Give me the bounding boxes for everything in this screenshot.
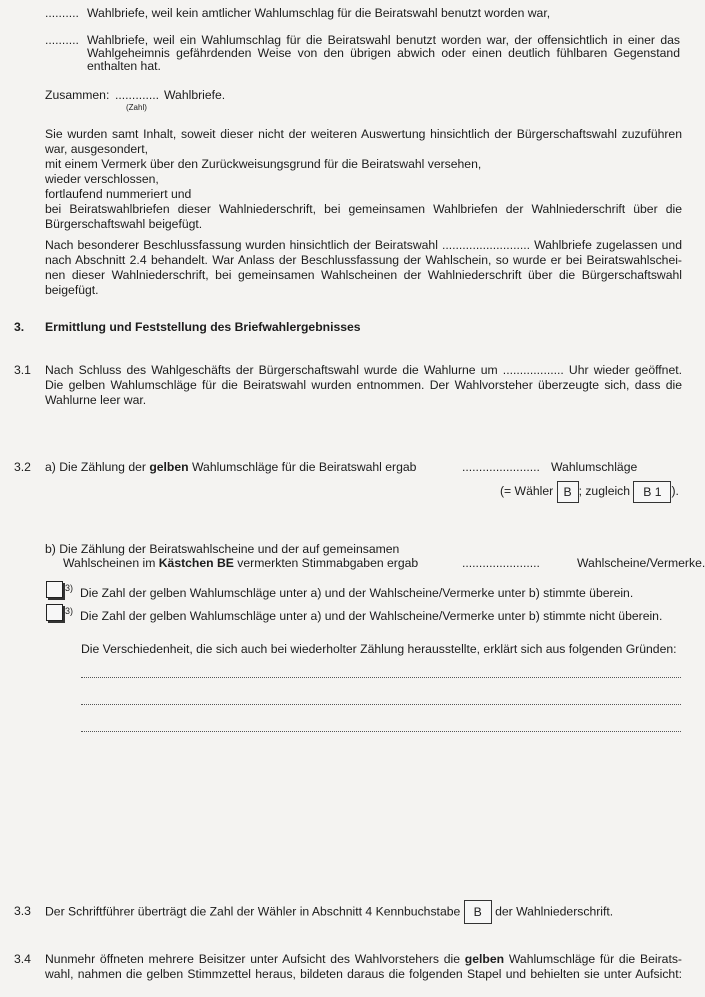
item2-line2: Wahlgeheimnis gefährdenden Weise von den übrigen abwich oder einen deutlich fühlbaren Gegenstand xyxy=(87,46,680,60)
samt-line3: mit einem Vermerk über den Zurückweisungsgrund für die Beiratswahl versehen, xyxy=(45,157,482,171)
s3-2b-unit: Wahlscheine/Vermerke. xyxy=(577,556,705,570)
s3-4-line1-post: Wahlumschläge für die Beirats- xyxy=(504,952,682,966)
s3-4-line2: wahl, nahmen die gelben Stimmzettel heraus, bildeten daraus die folgenden Stapel und behielten sie unter Aufsicht: xyxy=(45,967,682,981)
item2-dots: .......... xyxy=(45,33,79,47)
s3-1-number: 3.1 xyxy=(14,363,31,377)
s3-4-line1-bold: gelben xyxy=(464,952,505,966)
s3-4-paragraph xyxy=(45,952,682,982)
mismatch-checkbox[interactable] xyxy=(46,604,63,621)
s3-3-line xyxy=(45,900,613,924)
zusammen-label: Zusammen: xyxy=(45,88,110,102)
section3-number: 3. xyxy=(14,320,25,334)
difference-reason-text: Die Verschiedenheit, die sich auch bei wiederholter Zählung herausstellte, erklärt sich aus folgenden Gründen: xyxy=(81,642,677,656)
samt-line4: wieder verschlossen, xyxy=(45,172,159,186)
s3-3-post: der Wahlniederschrift. xyxy=(495,904,614,919)
zusammen-unit: Wahlbriefe. xyxy=(164,88,226,102)
samt-line6: bei Beiratswahlbriefen dieser Wahlniederschrift, bei gemeinsamen Wahlbriefen der Wahlniederschrift über die xyxy=(45,202,682,216)
s3-2a-unit: Wahlumschläge xyxy=(551,460,638,474)
item1-dots: .......... xyxy=(45,6,79,20)
s3-2a-dots: ....................... xyxy=(462,460,540,474)
item2-line1: Wahlbriefe, weil ein Wahlumschlag für die Beiratswahl benutzt worden war, der offensichtlich in einer das xyxy=(87,33,680,47)
check1-label: Die Zahl der gelben Wahlumschläge unter a) und der Wahlscheine/Vermerke unter b) stimmte überein. xyxy=(80,586,634,600)
beschluss-line2: nach Abschnitt 2.4 behandelt. War Anlass der Beschlussfassung der Wahlschein, so wurde er bei Beiratswahlschei- xyxy=(45,253,682,267)
section3-title: Ermittlung und Feststellung des Briefwahlergebnisses xyxy=(45,320,361,334)
samt-line1: Sie wurden samt Inhalt, soweit dieser nicht der weiteren Auswertung hinsichtlich der Bürgerschaftswahl zuzuführen xyxy=(45,127,682,141)
reason-line-3[interactable] xyxy=(81,731,681,732)
kennbuchstabe-b1-box: B 1 xyxy=(633,481,671,503)
s3-2a-waehler-line xyxy=(500,481,679,503)
s3-2a-post: Wahlumschläge für die Beiratswahl ergab xyxy=(188,460,417,474)
beschluss-line4: beigefügt. xyxy=(45,283,99,297)
s3-2a-pre: a) Die Zählung der xyxy=(45,460,150,474)
s3-2a-waehler-mid: ; zugleich xyxy=(578,484,631,499)
s3-3-pre: Der Schriftführer überträgt die Zahl der Wähler in Abschnitt 4 Kennbuchstabe xyxy=(45,904,461,919)
zusammen-dots: ............. xyxy=(115,88,160,102)
samt-paragraph xyxy=(45,127,682,232)
s3-2-number: 3.2 xyxy=(14,460,31,474)
reason-line-2[interactable] xyxy=(81,704,681,705)
s3-2b-line2-post: vermerkten Stimmabgaben ergab xyxy=(233,556,419,570)
s3-3-kennbuchstabe-box: B xyxy=(464,900,492,924)
samt-line5: fortlaufend nummeriert und xyxy=(45,187,192,201)
s3-2b-line2-pre: Wahlscheinen im xyxy=(63,556,159,570)
match-checkbox[interactable] xyxy=(46,581,63,598)
kennbuchstabe-b-box: B xyxy=(557,481,579,503)
s3-2b-line2 xyxy=(63,556,418,571)
s3-1-line3: Wahlurne leer war. xyxy=(45,393,147,407)
item2-line3: enthalten hat. xyxy=(87,59,161,73)
item1-text: Wahlbriefe, weil kein amtlicher Wahlumschlag für die Beiratswahl benutzt worden war, xyxy=(87,6,551,20)
s3-1-line2: Die gelben Wahlumschläge für die Beiratswahl wurden entnommen. Der Wahlvorsteher überzeugte sich, dass die xyxy=(45,378,682,392)
s3-2a-bold: gelben xyxy=(149,460,189,474)
reason-line-1[interactable] xyxy=(81,677,681,678)
beschluss-line1: Nach besonderer Beschlussfassung wurden hinsichtlich der Beiratswahl .......................... Wahlbriefe zugelassen und xyxy=(45,238,682,252)
s3-4-line1 xyxy=(45,952,682,967)
s3-2a-label xyxy=(45,460,416,475)
s3-2b-line1: b) Die Zählung der Beiratswahlscheine und der auf gemeinsamen xyxy=(45,542,400,556)
s3-4-number: 3.4 xyxy=(14,952,31,966)
s3-2b-dots: ....................... xyxy=(462,556,540,570)
beschluss-line3: nen dieser Wahlniederschrift, bei gemeinsamen Wahlscheinen der Wahlniederschrift über die Bürgerschaftswahl xyxy=(45,268,682,282)
s3-2a-waehler-pre: (= Wähler xyxy=(500,484,554,499)
samt-line2: war, ausgesondert, xyxy=(45,142,148,156)
s3-2a-waehler-post: ). xyxy=(671,484,679,499)
s3-3-number: 3.3 xyxy=(14,904,31,918)
check2-label: Die Zahl der gelben Wahlumschläge unter a) und der Wahlscheine/Vermerke unter b) stimmte nicht überein. xyxy=(80,609,663,623)
beschluss-paragraph xyxy=(45,238,682,298)
s3-1-line1: Nach Schluss des Wahlgeschäfts der Bürgerschaftswahl wurde die Wahlurne um .................. Uhr wieder geöffnet. xyxy=(45,363,682,377)
s3-1-paragraph xyxy=(45,363,682,408)
zusammen-hint: (Zahl) xyxy=(126,103,147,112)
s3-2b-line2-bold: Kästchen BE xyxy=(158,556,234,570)
samt-line7: Bürgerschaftswahl beigefügt. xyxy=(45,217,203,231)
s3-4-line1-pre: Nunmehr öffneten mehrere Beisitzer unter Aufsicht des Wahlvorstehers die xyxy=(45,952,465,966)
